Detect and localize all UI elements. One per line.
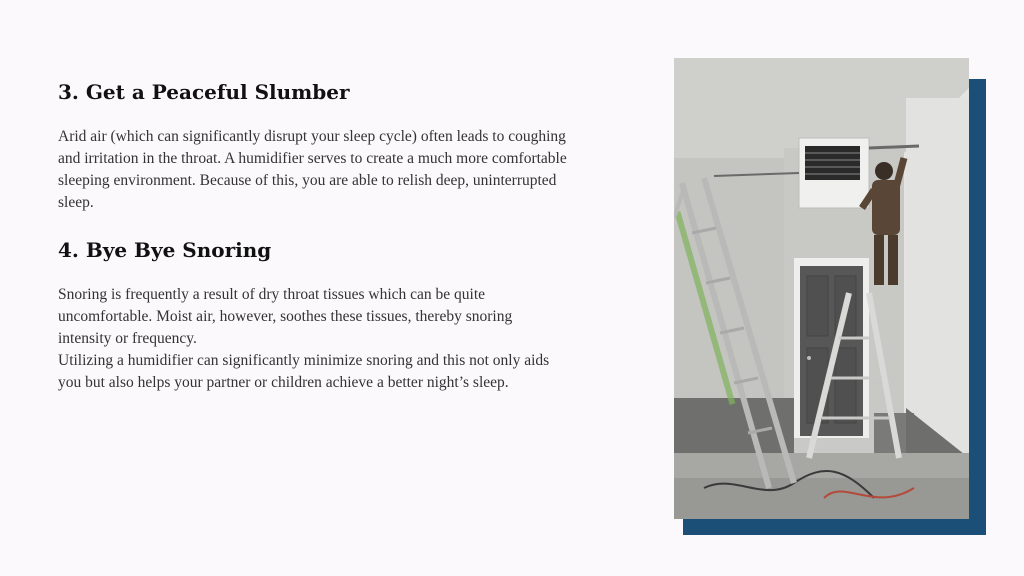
section-body-peaceful-slumber: Arid air (which can significantly disrupt your sleep cycle) often leads to coughing and irritation in the throat. A humidifier serves to create a much more comfortable sleeping environment. Because of this, you are able to relish deep, uninterrupted sleep. (58, 128, 567, 211)
section-heading-peaceful-slumber: 3. Get a Peaceful Slumber (58, 80, 350, 104)
garage-heater-installation-photo (674, 58, 969, 519)
section-heading-bye-snoring: 4. Bye Bye Snoring (58, 238, 272, 262)
section-body-bye-snoring-2: Utilizing a humidifier can significantly minimize snoring and this not only aids you but also helps your partner or children achieve a better night’s sleep. (58, 352, 550, 391)
section-body-bye-snoring-1: Snoring is frequently a result of dry throat tissues which can be quite uncomfortable. Moist air, however, soothes these tissues, thereby snoring intensity or frequency. (58, 286, 513, 347)
text-content (58, 78, 568, 394)
